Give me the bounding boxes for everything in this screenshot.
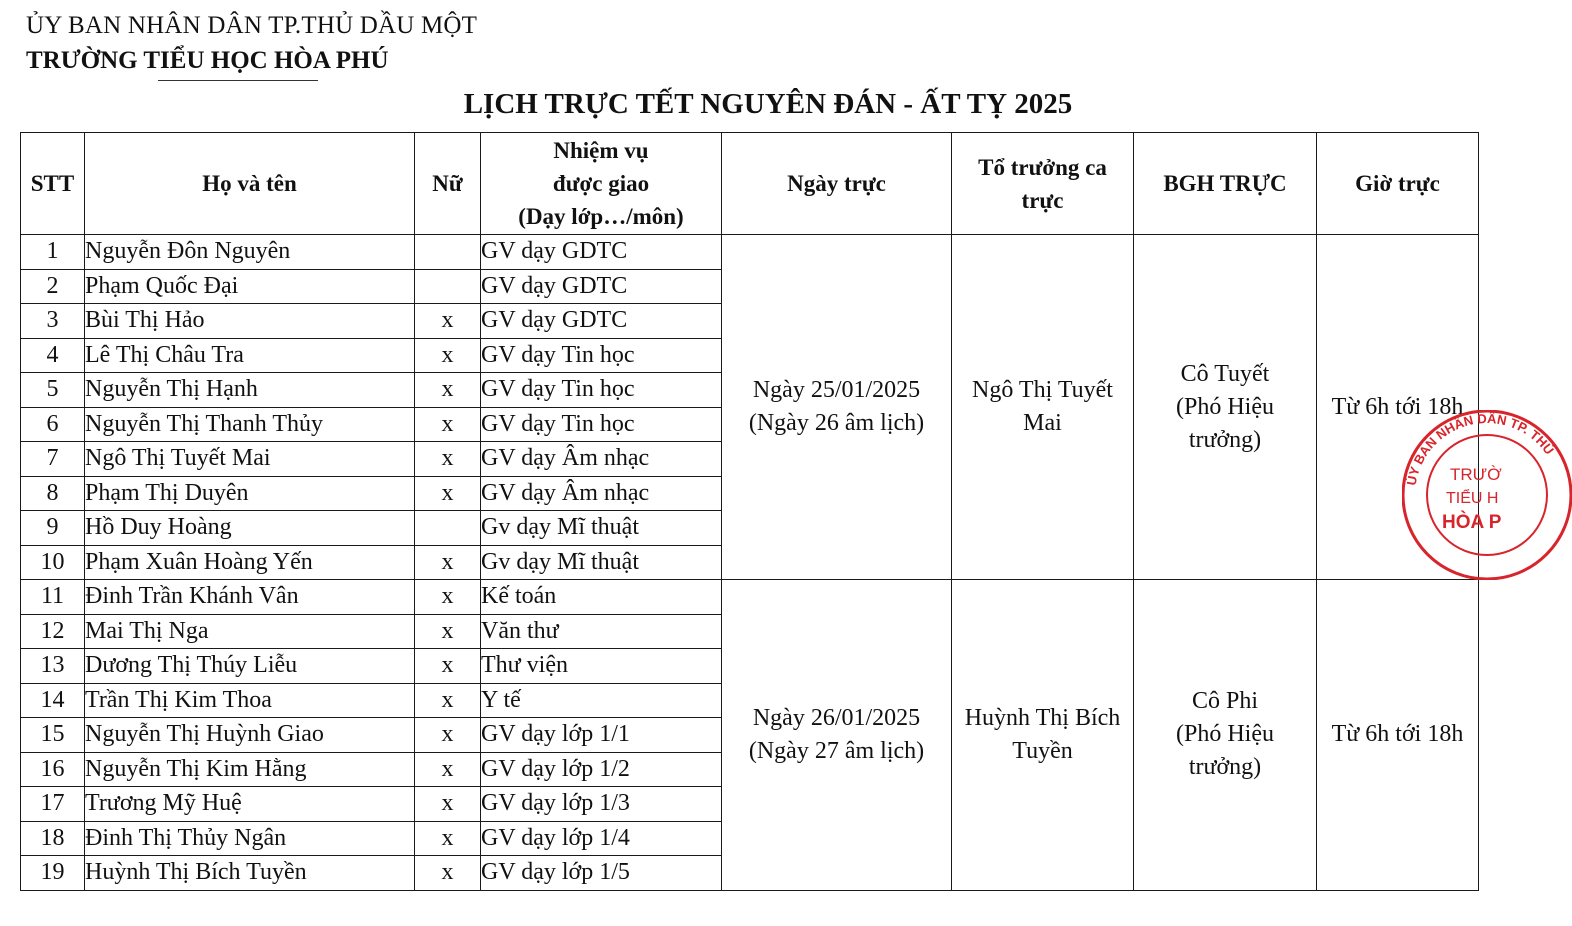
org-line-2: TRƯỜNG TIỂU HỌC HÒA PHÚ [26, 47, 389, 74]
row-name: Bùi Thị Hảo [85, 304, 415, 339]
row-stt: 12 [21, 614, 85, 649]
row-duty: GV dạy GDTC [481, 235, 722, 270]
stamp-line-2: TIỂU H [1446, 490, 1499, 507]
row-duty: GV dạy Âm nhạc [481, 442, 722, 477]
row-name: Nguyễn Thị Thanh Thủy [85, 407, 415, 442]
row-stt: 9 [21, 511, 85, 546]
row-name: Trần Thị Kim Thoa [85, 683, 415, 718]
shift-bgh [1134, 580, 1317, 891]
shift-leader [952, 580, 1134, 891]
row-stt: 18 [21, 821, 85, 856]
row-duty: GV dạy lớp 1/3 [481, 787, 722, 822]
row-female-mark [415, 511, 481, 546]
col-header-leader-line: trực [1021, 187, 1064, 213]
row-name: Mai Thị Nga [85, 614, 415, 649]
row-female-mark: x [415, 752, 481, 787]
row-stt: 15 [21, 718, 85, 753]
table-row [21, 235, 1479, 270]
shift-leader-line: Tuyền [1012, 737, 1073, 764]
page-title: LỊCH TRỰC TẾT NGUYÊN ĐÁN - ẤT TỴ 2025 [463, 88, 1073, 120]
col-header-hours: Giờ trực [1317, 133, 1479, 235]
row-name: Lê Thị Châu Tra [85, 338, 415, 373]
row-stt: 4 [21, 338, 85, 373]
row-stt: 1 [21, 235, 85, 270]
col-header-leader [952, 133, 1134, 235]
row-female-mark: x [415, 787, 481, 822]
row-stt: 6 [21, 407, 85, 442]
row-duty: GV dạy lớp 1/1 [481, 718, 722, 753]
col-header-duty-line: (Dạy lớp…/môn) [518, 204, 684, 229]
shift-hours [1317, 580, 1479, 891]
shift-bgh-line: (Phó Hiệu [1176, 393, 1274, 420]
row-name: Nguyễn Thị Hạnh [85, 373, 415, 408]
row-stt: 16 [21, 752, 85, 787]
shift-date [722, 580, 952, 891]
row-stt: 13 [21, 649, 85, 684]
col-header-name: Họ và tên [85, 133, 415, 235]
row-female-mark: x [415, 683, 481, 718]
col-header-female: Nữ [415, 133, 481, 235]
row-name: Dương Thị Thúy Liễu [85, 649, 415, 684]
row-stt: 17 [21, 787, 85, 822]
roster-body [21, 235, 1479, 891]
shift-leader-line: Mai [1023, 410, 1062, 436]
col-header-bgh: BGH TRỰC [1134, 133, 1317, 235]
shift-bgh [1134, 235, 1317, 580]
row-duty: GV dạy lớp 1/4 [481, 821, 722, 856]
shift-hours-line: Từ 6h tới 18h [1331, 393, 1464, 420]
row-female-mark: x [415, 649, 481, 684]
row-stt: 14 [21, 683, 85, 718]
row-stt: 3 [21, 304, 85, 339]
stamp-line-1: TRƯỜ [1450, 465, 1502, 484]
row-female-mark: x [415, 442, 481, 477]
row-duty: Kế toán [481, 580, 722, 615]
row-name: Phạm Xuân Hoàng Yến [85, 545, 415, 580]
row-name: Ngô Thị Tuyết Mai [85, 442, 415, 477]
row-duty: GV dạy lớp 1/2 [481, 752, 722, 787]
shift-bgh-line: trưởng) [1188, 754, 1262, 781]
col-header-stt: STT [21, 133, 85, 235]
col-header-duty [481, 133, 722, 235]
row-name: Nguyễn Thị Huỳnh Giao [85, 718, 415, 753]
row-duty: Thư viện [481, 649, 722, 684]
shift-date-line: Ngày 26/01/2025 [752, 704, 921, 731]
shift-date-line: Ngày 25/01/2025 [752, 377, 921, 403]
row-name: Hồ Duy Hoàng [85, 511, 415, 546]
row-duty: GV dạy GDTC [481, 269, 722, 304]
row-female-mark: x [415, 338, 481, 373]
row-name: Nguyễn Đôn Nguyên [85, 235, 415, 270]
row-duty: Gv dạy Mĩ thuật [481, 545, 722, 580]
row-stt: 10 [21, 545, 85, 580]
row-name: Phạm Quốc Đại [85, 269, 415, 304]
duty-roster-table [20, 132, 1479, 891]
shift-date-line: (Ngày 27 âm lịch) [748, 737, 925, 764]
row-duty: Gv dạy Mĩ thuật [481, 511, 722, 546]
stamp-ring-path: ỦY BAN NHÂN DÂN TP. THỦ [1403, 410, 1557, 487]
row-female-mark: x [415, 545, 481, 580]
shift-hours-line: Từ 6h tới 18h [1331, 721, 1464, 748]
row-stt: 8 [21, 476, 85, 511]
row-duty: GV dạy GDTC [481, 304, 722, 339]
row-name: Trương Mỹ Huệ [85, 787, 415, 822]
shift-bgh-line: Cô Tuyết [1180, 360, 1270, 387]
row-stt: 19 [21, 856, 85, 891]
col-header-leader-line: Tổ trưởng ca [978, 154, 1107, 180]
row-name: Huỳnh Thị Bích Tuyền [85, 856, 415, 891]
shift-bgh-line: Cô Phi [1191, 688, 1259, 715]
shift-leader [952, 235, 1134, 580]
shift-leader-line: Huỳnh Thị Bích [964, 704, 1121, 731]
row-female-mark: x [415, 718, 481, 753]
row-name: Nguyễn Thị Kim Hằng [85, 752, 415, 787]
row-name: Đinh Thị Thủy Ngân [85, 821, 415, 856]
row-stt: 11 [21, 580, 85, 615]
row-female-mark: x [415, 476, 481, 511]
shift-date-line: (Ngày 26 âm lịch) [748, 410, 925, 436]
row-duty: Văn thư [481, 614, 722, 649]
shift-bgh-line: trưởng) [1188, 426, 1262, 453]
table-row [21, 580, 1479, 615]
row-stt: 2 [21, 269, 85, 304]
row-duty: Y tế [481, 683, 722, 718]
row-female-mark [415, 235, 481, 270]
row-duty: GV dạy lớp 1/5 [481, 856, 722, 891]
stamp-line-3: HÒA P [1442, 512, 1502, 533]
row-female-mark: x [415, 373, 481, 408]
header-row [21, 133, 1479, 235]
col-header-date: Ngày trực [722, 133, 952, 235]
row-duty: GV dạy Tin học [481, 338, 722, 373]
org-line-1: ỦY BAN NHÂN DÂN TP.THỦ DẦU MỘT [26, 12, 478, 39]
row-duty: GV dạy Tin học [481, 407, 722, 442]
row-female-mark: x [415, 614, 481, 649]
col-header-duty-line: Nhiệm vụ [553, 138, 649, 163]
row-female-mark: x [415, 821, 481, 856]
row-duty: GV dạy Âm nhạc [481, 476, 722, 511]
row-duty: GV dạy Tin học [481, 373, 722, 408]
row-female-mark: x [415, 304, 481, 339]
header-divider [158, 80, 318, 81]
row-name: Đinh Trần Khánh Vân [85, 580, 415, 615]
shift-bgh-line: (Phó Hiệu [1176, 721, 1274, 748]
row-stt: 7 [21, 442, 85, 477]
row-stt: 5 [21, 373, 85, 408]
row-name: Phạm Thị Duyên [85, 476, 415, 511]
row-female-mark [415, 269, 481, 304]
school-seal-stamp [1402, 410, 1572, 580]
shift-leader-line: Ngô Thị Tuyết [972, 377, 1113, 403]
shift-date [722, 235, 952, 580]
row-female-mark: x [415, 580, 481, 615]
row-female-mark: x [415, 856, 481, 891]
row-female-mark: x [415, 407, 481, 442]
col-header-duty-line: được giao [552, 171, 650, 196]
